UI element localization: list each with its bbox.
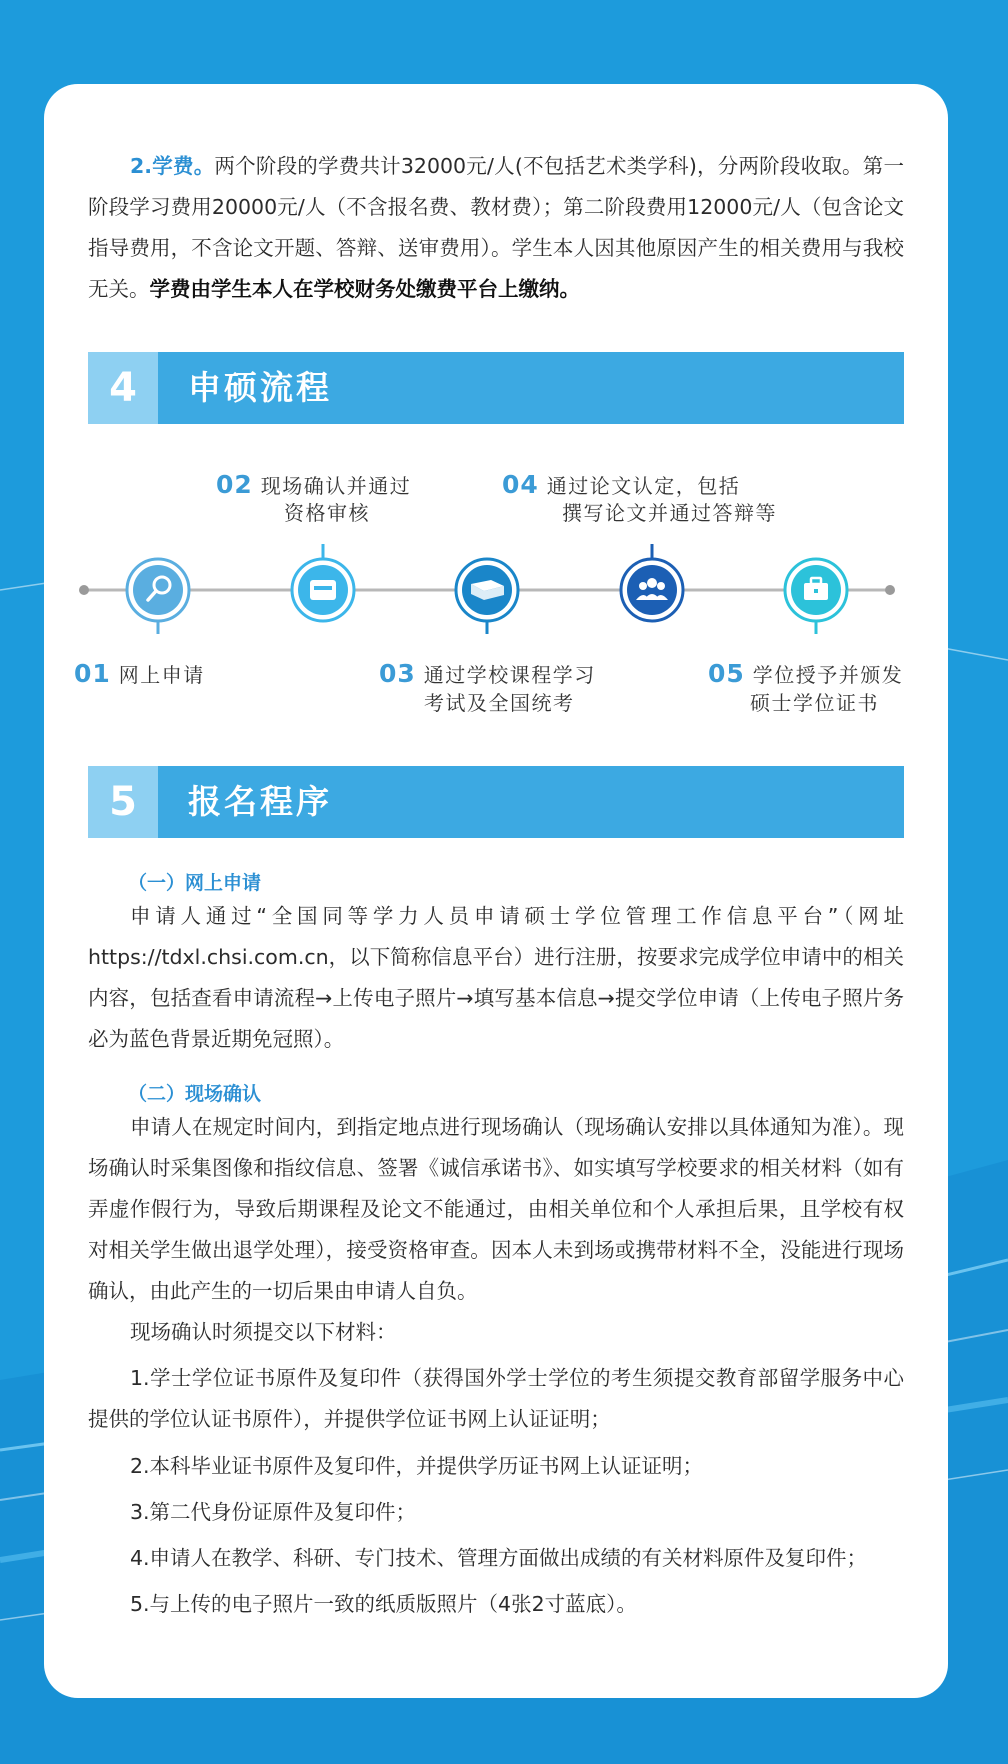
step-05-label-line2: 硕士学位证书	[750, 691, 879, 715]
section-header-5	[88, 766, 904, 838]
step-text: 通过学校课程学习	[423, 663, 596, 687]
section-title: 报名程序	[188, 782, 332, 821]
inbox-icon	[310, 580, 336, 600]
step-04-label	[502, 470, 740, 501]
material-item-3: 3.第二代身份证原件及复印件；	[130, 1500, 417, 1524]
step-number: 03	[379, 659, 416, 688]
onsite-heading: （二）现场确认	[128, 1083, 262, 1105]
online-heading: （一）网上申请	[128, 872, 262, 894]
step-03-label-line2: 考试及全国统考	[424, 691, 575, 715]
step-number: 01	[74, 659, 111, 688]
step-04-label-line2: 撰写论文并通过答辩等	[562, 501, 777, 525]
step-text: 现场确认并通过	[260, 474, 412, 498]
step-05-node	[785, 559, 847, 634]
tuition-text: 两个阶段的学费共计32000元/人(不包括艺术类学科)，分两阶段收取。第一阶段学习费用20000元/人（不含报名费、教材费）；第二阶段费用12000元/人（包含论文指导费用，不含论文开题、答辩、送审费用）。学生本人因其他原因产生的相关费用与我校无关。	[88, 154, 904, 301]
content-card	[44, 84, 948, 1698]
material-item-5: 5.与上传的电子照片一致的纸质版照片（4张2寸蓝底）。	[130, 1592, 637, 1616]
step-number: 05	[708, 659, 745, 688]
step-03-node	[456, 559, 518, 634]
tuition-paragraph	[88, 146, 904, 310]
material-item-1: 1.学士学位证书原件及复印件（获得国外学士学位的考生须提交教育部留学服务中心提供的学位认证书原件），并提供学位证书网上认证证明；	[88, 1366, 904, 1431]
timeline-start-dot	[79, 585, 89, 595]
section-number: 5	[88, 766, 158, 838]
step-02-label-line2: 资格审核	[284, 501, 370, 525]
step-02-node	[292, 544, 354, 621]
onsite-paragraph: 申请人在规定时间内，到指定地点进行现场确认（现场确认安排以具体通知为准）。现场确认时采集图像和指纹信息、签署《诚信承诺书》、如实填写学校要求的相关材料（如有弄虚作假行为，导致后期课程及论文不能通过，由相关单位和个人承担后果，且学校有权对相关学生做出退学处理），接受资格审查。因本人未到场或携带材料不全，没能进行现场确认，由此产生的一切后果由申请人自负。	[88, 1115, 904, 1303]
timeline-end-dot	[885, 585, 895, 595]
section-number: 4	[88, 352, 158, 424]
material-item-4: 4.申请人在教学、科研、专门技术、管理方面做出成绩的有关材料原件及复印件；	[130, 1546, 868, 1570]
step-05-label	[708, 659, 903, 690]
step-01-node	[127, 559, 189, 634]
step-number: 02	[216, 470, 253, 499]
material-item-2: 2.本科毕业证书原件及复印件，并提供学历证书网上认证证明；	[130, 1454, 704, 1478]
step-text: 学位授予并颁发	[752, 663, 904, 687]
online-paragraph: 申请人通过“全国同等学力人员申请硕士学位管理工作信息平台”（网址https://tdxl.chsi.com.cn，以下简称信息平台）进行注册，按要求完成学位申请中的相关内容，包括查看申请流程→上传电子照片→填写基本信息→提交学位申请（上传电子照片务必为蓝色背景近期免冠照）。	[88, 904, 904, 1051]
step-04-node	[621, 544, 683, 621]
section-header-4	[88, 352, 904, 424]
step-03-label	[379, 659, 596, 690]
step-text: 网上申请	[118, 663, 205, 687]
section-title: 申硕流程	[188, 368, 332, 407]
materials-intro: 现场确认时须提交以下材料：	[130, 1320, 397, 1344]
step-02-label	[216, 470, 411, 501]
step-number: 04	[502, 470, 539, 499]
tuition-payment-note: 学费由学生本人在学校财务处缴费平台上缴纳。	[149, 277, 580, 301]
step-text: 通过论文认定，包括	[546, 474, 741, 498]
process-timeline	[44, 484, 948, 634]
step-01-label	[74, 659, 205, 690]
tuition-label: 2.学费。	[130, 154, 215, 178]
